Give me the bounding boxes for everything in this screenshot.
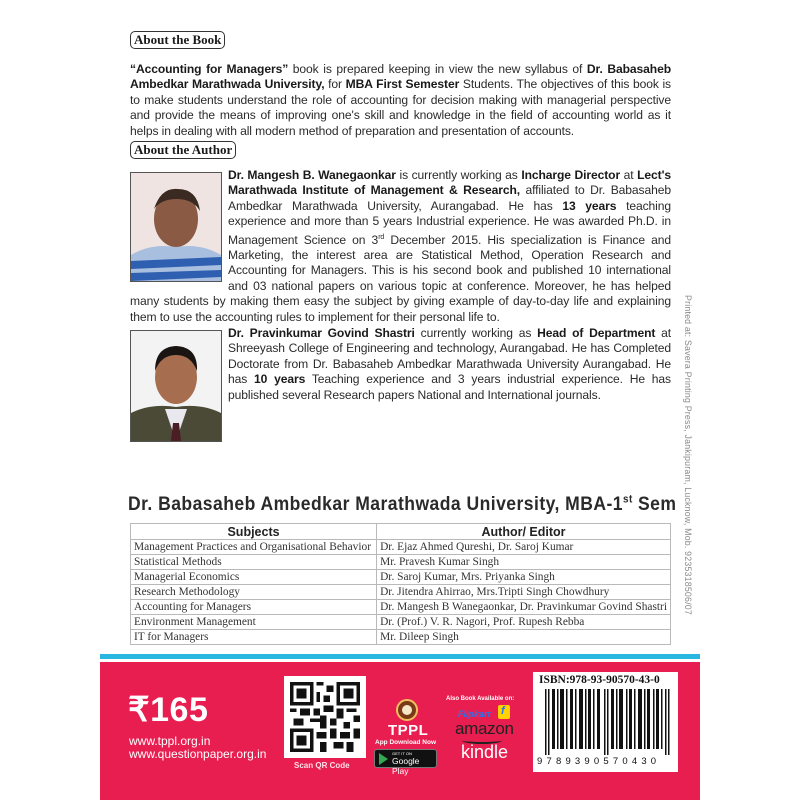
text: December 2015. His specialization is Finance and Marketing, the interest area are Statistical Method, Operation Research and Accounting for Managers. This is his second book and published 10 international and 03 national papers on various topic at conference. Moreover, he has helped many students by making them easy the subject by giving example of day-to-day life and explaining them to use the accounting rules to implement for their personal life to. (130, 232, 671, 324)
price: ₹165 (128, 691, 209, 729)
text: is currently working as (395, 168, 522, 182)
book-title: “Accounting for Managers” (130, 62, 289, 76)
text: affiliated to Dr. Babasaheb Ambedkar Marathwada University, Aurangabad. He has (228, 183, 671, 213)
table-row (131, 540, 671, 555)
author-2-bio (228, 326, 671, 403)
qr-code-icon (290, 682, 360, 752)
website-link-questionpaper[interactable]: www.questionpaper.org.in (129, 747, 267, 761)
author-cell: Dr. Ejaz Ahmed Qureshi, Dr. Saroj Kumar (377, 540, 671, 555)
author-cell: Dr. Jitendra Ahirrao, Mrs.Tripti Singh Chowdhury (377, 585, 671, 600)
author-1-bio (130, 168, 671, 325)
google-play-small-text: GET IT ON (392, 751, 412, 756)
portrait-icon (131, 331, 221, 441)
author-cell: Dr. Mangesh B Wanegaonkar, Dr. Pravinkumar Govind Shastri (377, 600, 671, 615)
author-1-institute: Lect's Marathwada Institute of Management & Research, (228, 168, 671, 198)
author-1-years: 13 years (562, 198, 617, 213)
text: at Shreeyash College of Engineering and technology, Aurangabad. He has Completed Doctorate from Dr. Babasaheb Ambedkar Marathwada University Aurangabad. He has (228, 326, 672, 387)
subject-cell: Managerial Economics (131, 570, 377, 585)
available-on-label: Also Book Available on: (446, 696, 515, 702)
author-1-name: Dr. Mangesh B. Wanegaonkar (228, 168, 396, 182)
text: teaching experience and more than 5 years Industrial experience. He was awarded Ph.D. in Management Science on 3 (228, 198, 671, 247)
text: for (324, 77, 346, 92)
text: currently working as (414, 326, 538, 340)
series-title-end: Sem (632, 493, 677, 515)
column-header-author: Author/ Editor (377, 524, 671, 540)
app-download-label: App Download Now (375, 739, 437, 746)
google-play-label: Google Play (392, 756, 420, 776)
about-author-heading: About the Author (130, 141, 236, 159)
author-cell: Dr. (Prof.) V. R. Nagori, Prof. Rupesh Rebba (377, 615, 671, 630)
series-title-sup: st (623, 493, 633, 506)
qr-code[interactable] (284, 676, 366, 758)
program-name: MBA First Semester (345, 77, 460, 92)
author-2-position: Head of Department (537, 326, 656, 340)
table-row (131, 630, 671, 645)
table-header-row (131, 524, 671, 540)
barcode-icon (543, 689, 671, 755)
table-row (131, 555, 671, 570)
text: book is prepared keeping in view the new syllabus of (288, 62, 587, 76)
app-name: TPPL (388, 722, 429, 739)
author-cell: Dr. Saroj Kumar, Mrs. Priyanka Singh (377, 570, 671, 585)
about-book-heading: About the Book (130, 31, 225, 49)
subject-cell: Management Practices and Organisational Behavior (131, 540, 377, 555)
google-play-button[interactable] (374, 749, 437, 776)
table-row (131, 600, 671, 615)
university-name: Dr. Babasaheb Ambedkar Marathwada University, (130, 62, 672, 92)
author-cell: Mr. Dileep Singh (377, 630, 671, 645)
subject-cell: Research Methodology (131, 585, 377, 600)
subject-cell: IT for Managers (131, 630, 377, 645)
table-row (131, 585, 671, 600)
flipkart-logo[interactable]: Flipkart (458, 709, 491, 719)
printer-credit: Printed at: Savera Printing Press, Jankipuram, Lucknow, Mob. 9235318506/07 (683, 295, 693, 615)
flipkart-bag-icon (498, 705, 510, 719)
text: at (620, 168, 638, 182)
website-link-tppl[interactable]: www.tppl.org.in (129, 734, 211, 748)
table-row (131, 615, 671, 630)
isbn-barcode-box (533, 672, 678, 772)
text: Teaching experience and 3 years industrial experience. He has published several Research papers National and International journals. (228, 372, 671, 402)
subject-cell: Environment Management (131, 615, 377, 630)
ordinal-suffix: rd (378, 233, 385, 241)
text: Students. The objectives of this book is to make students understand the role of accounting for decision making with managerial perspective and provide the means of improving one's skill and knowledge in the field of accounting world as it helps in dealing with all modern method of preparation and presentation of accounts. (130, 77, 672, 138)
series-title (128, 493, 677, 516)
author-2-years: 10 years (254, 372, 306, 387)
subjects-table (130, 523, 671, 645)
author-cell: Mr. Pravesh Kumar Singh (377, 555, 671, 570)
about-book-text (130, 62, 671, 139)
author-photo-2 (130, 330, 222, 442)
kindle-logo[interactable]: kindle (461, 742, 509, 762)
column-header-subjects: Subjects (131, 524, 377, 540)
barcode-digits: 9789390570430 (537, 756, 661, 767)
subject-cell: Accounting for Managers (131, 600, 377, 615)
isbn-number: ISBN:978-93-90570-43-0 (539, 674, 660, 686)
author-1-position: Incharge Director (521, 168, 621, 182)
tppl-logo-icon (396, 699, 418, 721)
qr-label: Scan QR Code (294, 761, 350, 770)
author-2-name: Dr. Pravinkumar Govind Shastri (228, 326, 415, 340)
subject-cell: Statistical Methods (131, 555, 377, 570)
series-title-text: Dr. Babasaheb Ambedkar Marathwada University, MBA-1 (128, 493, 623, 515)
table-row (131, 570, 671, 585)
google-play-icon (379, 753, 388, 765)
amazon-logo[interactable]: amazon (455, 719, 514, 738)
